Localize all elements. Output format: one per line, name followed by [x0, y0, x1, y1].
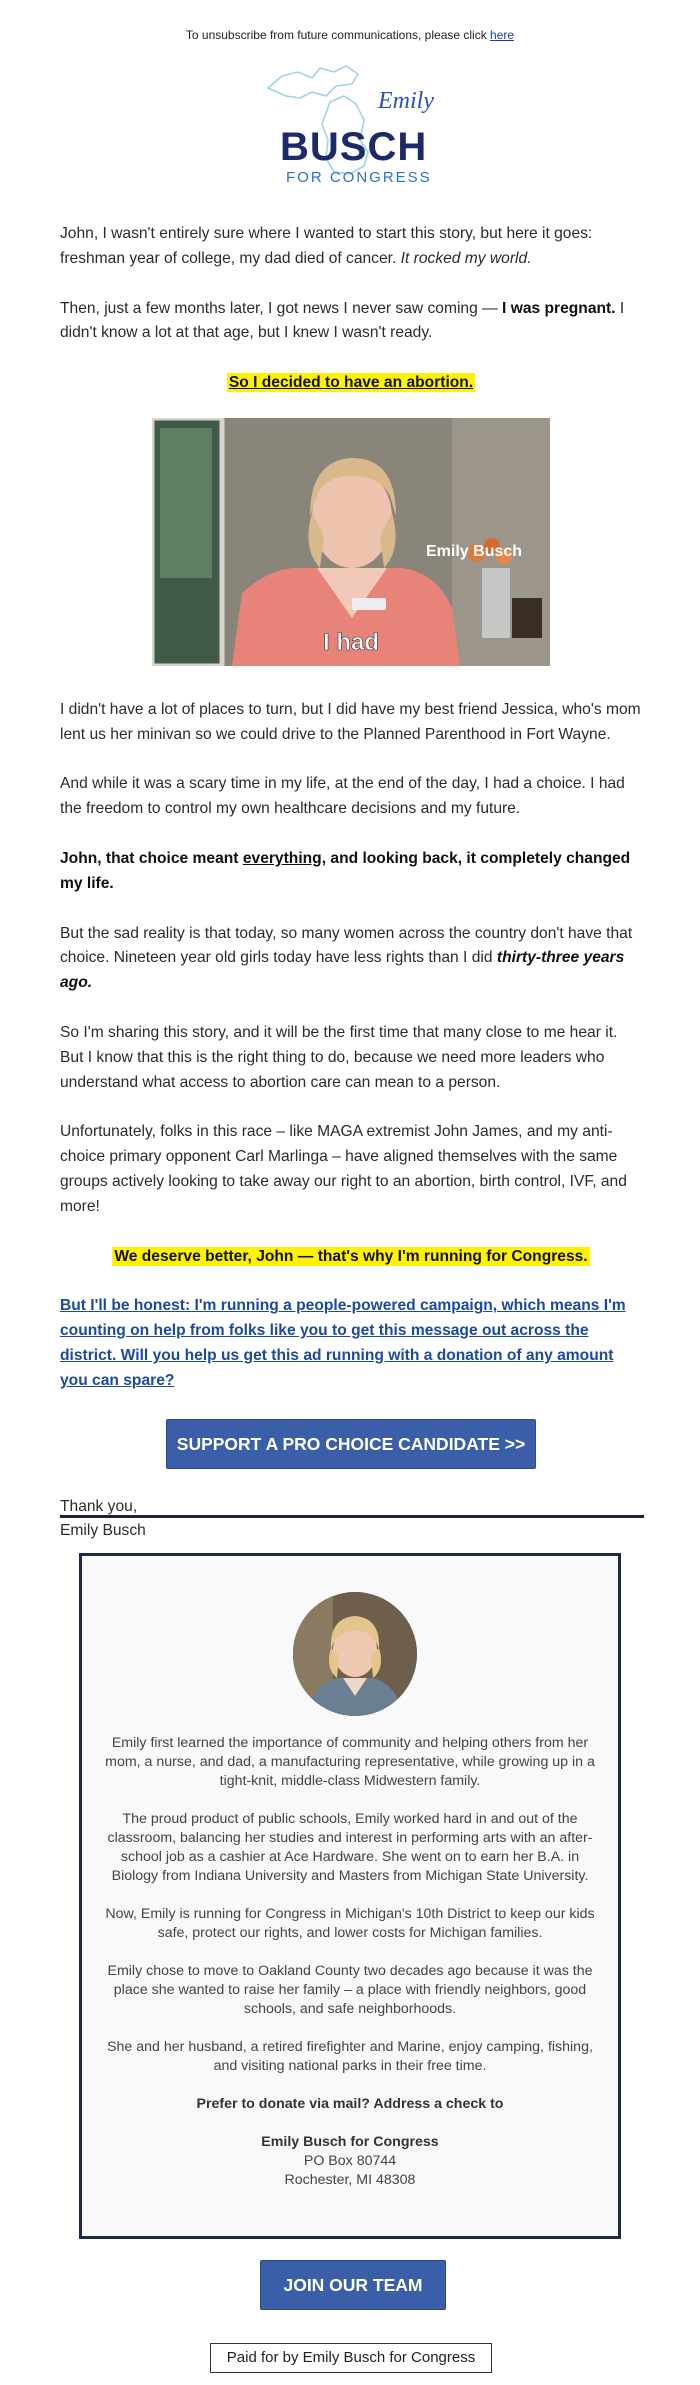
- highlight-abortion-text: So I decided to have an abortion.: [228, 374, 474, 392]
- intro-emphasis: It rocked my world.: [400, 249, 532, 267]
- highlight-abortion: [60, 371, 642, 396]
- paragraph-choice: And while it was a scary time in my life, at the end of the day, I had a choice. I had the freedom to control my own healthcare decisions and my future.: [60, 775, 625, 818]
- signoff: [60, 1495, 642, 1543]
- pregnant-bold: I was pregnant.: [502, 299, 616, 317]
- paid-for-disclaimer: Paid for by Emily Busch for Congress: [210, 2343, 492, 2373]
- video-still-graphic: [152, 418, 550, 666]
- bio-paragraph-4: Emily chose to move to Oakland County two decades ago because it was the place she wanted to raise her family – a place with friendly neighbors, good schools, and safe neighborhoods.: [107, 1963, 593, 2017]
- paragraph-donate-link: [60, 1294, 642, 1393]
- section-divider: [60, 1515, 644, 1518]
- avatar: [293, 1592, 417, 1716]
- everything-bold-c: and looking back, it completely changed my life.: [60, 849, 631, 892]
- donate-text-link[interactable]: But I'll be honest: I'm running a people-powered campaign, which means I'm counting on help from folks like you to get this message out across the district. Will you help us get this ad running with a donation of any amount you can spare?: [60, 1297, 626, 1389]
- everything-bold-underlined: everything,: [242, 849, 327, 867]
- unsubscribe-line: [0, 28, 700, 42]
- support-candidate-button[interactable]: SUPPORT A PRO CHOICE CANDIDATE >>: [166, 1419, 536, 1469]
- signoff-name: Emily Busch: [60, 1521, 146, 1539]
- video-thumbnail[interactable]: [152, 418, 550, 666]
- avatar-portrait-graphic: [293, 1592, 417, 1716]
- sad-reality-text: But the sad reality is that today, so many women across the country don't have that choice. Nineteen year old girls today have less rights than I did: [60, 924, 633, 967]
- everything-bold-a: John, that choice meant: [60, 849, 239, 867]
- email-body: [60, 222, 642, 1568]
- unsubscribe-link[interactable]: here: [490, 28, 515, 42]
- mail-box: PO Box 80744: [303, 2153, 397, 2169]
- bio-box: [79, 1553, 621, 2239]
- highlight-running-text: We deserve better, John — that's why I'm running for Congress.: [114, 1247, 588, 1265]
- pregnant-text-a: Then, just a few months later, I got news I never saw coming —: [60, 299, 498, 317]
- pregnant-text-b: I didn't know a lot at that age, but I knew I wasn't ready.: [60, 299, 625, 342]
- thirty-three-years-emphasis: thirty-three years ago.: [60, 949, 625, 992]
- paragraph-pregnant: [60, 297, 642, 347]
- campaign-logo: [260, 62, 460, 194]
- mail-city: Rochester, MI 48308: [284, 2172, 416, 2188]
- campaign-logo-graphic: [260, 62, 460, 194]
- mail-name: Emily Busch for Congress: [261, 2134, 439, 2150]
- video-thumbnail-wrap: [60, 418, 642, 675]
- bio-paragraph-3: Now, Emily is running for Congress in Michigan's 10th District to keep our kids safe, protect our rights, and lower costs for Michigan families.: [105, 1906, 595, 1941]
- logo-first-name: Emily: [378, 88, 434, 114]
- paragraph-everything: [60, 847, 642, 897]
- bio-paragraph-1: Emily first learned the importance of community and helping others from her mom, a nurse, and dad, a manufacturing representative, while growing up in a tight-knit, middle-class Midwestern family.: [105, 1735, 595, 1789]
- bio-paragraph-2: The proud product of public schools, Emily worked hard in and out of the classroom, balancing her studies and interest in performing arts with an after-school job as a cashier at Ace Hardware. She went on to earn her B.A. in Biology from Indiana University and Masters from Michigan State University.: [107, 1811, 593, 1884]
- paragraph-sad-reality: [60, 922, 642, 996]
- unsubscribe-text: To unsubscribe from future communications, please click: [185, 28, 487, 42]
- highlight-running: [60, 1245, 642, 1270]
- logo-last-name: BUSCH: [280, 125, 428, 169]
- video-name-overlay: Emily Busch: [426, 542, 523, 560]
- join-team-button[interactable]: JOIN OUR TEAM: [260, 2260, 446, 2310]
- paragraph-opponents: Unfortunately, folks in this race – like MAGA extremist John James, and my anti-choice primary opponent Carl Marlinga – have aligned themselves with the same groups actively looking to take away our right to an abortion, birth control, IVF, and more!: [60, 1123, 627, 1215]
- paragraph-sharing: So I'm sharing this story, and it will be the first time that many close to me hear it. But I know that this is the right thing to do, because we need more leaders who understand what access to abortion care can mean to a person.: [60, 1023, 618, 1091]
- mail-address: [102, 2133, 598, 2190]
- bio-text: [102, 1734, 598, 2190]
- intro-text: John, I wasn't entirely sure where I wanted to start this story, but here it goes: freshman year of college, my dad died of cancer.: [60, 225, 593, 267]
- paragraph-intro: [60, 222, 642, 272]
- bio-paragraph-5: She and her husband, a retired firefighter and Marine, enjoy camping, fishing, and visiting national parks in their free time.: [107, 2039, 593, 2074]
- video-caption: I had: [322, 628, 380, 656]
- mail-heading: Prefer to donate via mail? Address a check to: [196, 2096, 504, 2112]
- signoff-thanks: Thank you,: [60, 1497, 138, 1515]
- paragraph-jessica: I didn't have a lot of places to turn, but I did have my best friend Jessica, who's mom lent us her minivan so we could drive to the Planned Parenthood in Fort Wayne.: [60, 700, 641, 743]
- logo-subtitle: FOR CONGRESS: [286, 169, 432, 186]
